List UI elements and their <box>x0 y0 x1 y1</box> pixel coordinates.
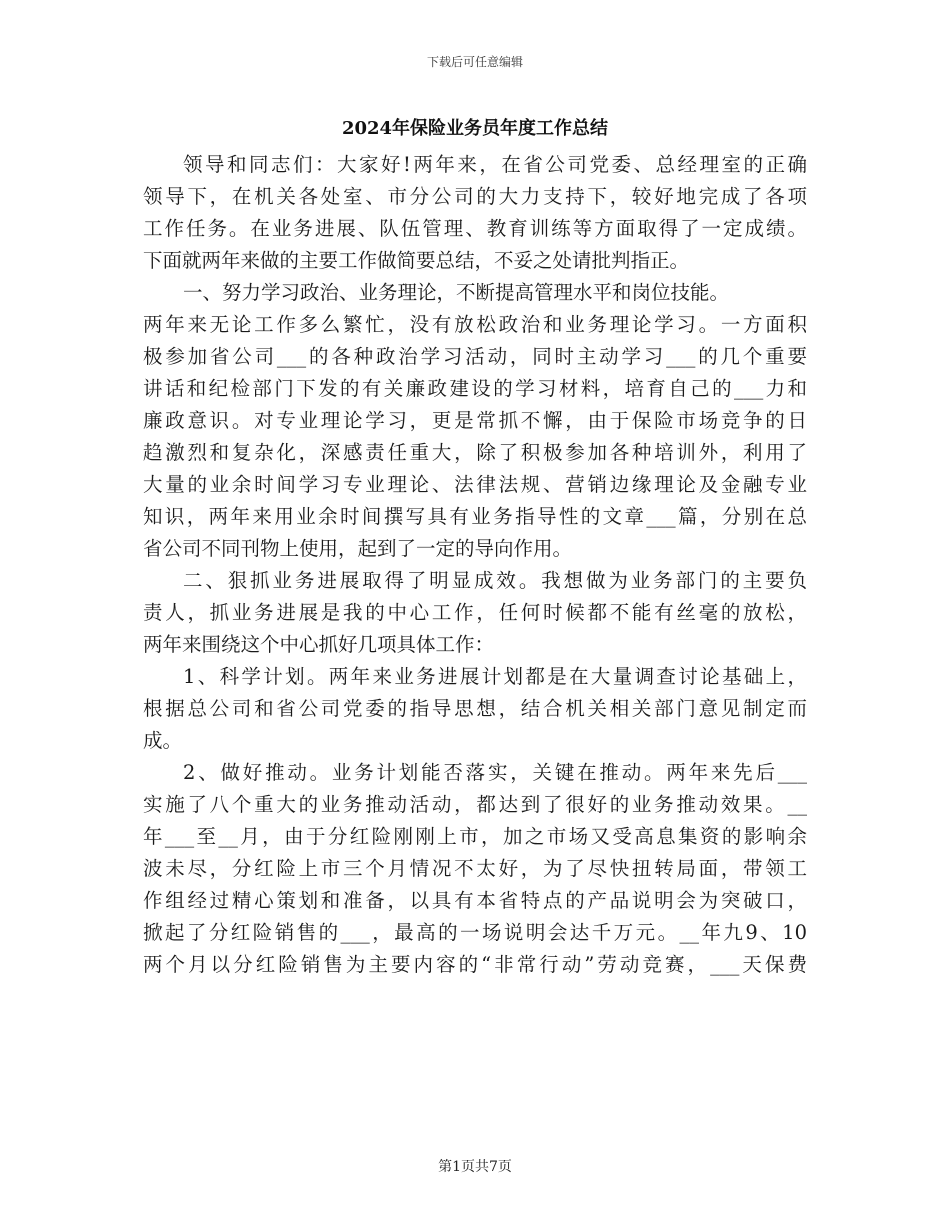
body-line: 实施了八个重大的业务推动活动，都达到了很好的业务推动效果。__ <box>143 793 807 816</box>
body-line: 波未尽，分红险上市三个月情况不太好，为了尽快扭转局面，带领工 <box>143 857 807 880</box>
body-line: 领导下，在机关各处室、市分公司的大力支持下，较好地完成了各项 <box>143 185 807 208</box>
body-line: 领导和同志们：大家好!两年来，在省公司党委、总经理室的正确 <box>183 153 807 176</box>
body-line: 知识，两年来用业余时间撰写具有业务指导性的文章___篇，分别在总 <box>143 505 807 528</box>
body-line: 趋激烈和复杂化，深感责任重大，除了积极参加各种培训外，利用了 <box>143 441 807 464</box>
page-number-footer: 第1页共7页 <box>438 1159 512 1175</box>
body-line: 作组经过精心策划和准备，以具有本省特点的产品说明会为突破口， <box>143 889 807 912</box>
body-line: 责人，抓业务进展是我的中心工作，任何时候都不能有丝毫的放松， <box>143 601 807 624</box>
body-line: 两年来围绕这个中心抓好几项具体工作： <box>143 633 495 656</box>
body-line: 二、狠抓业务进展取得了明显成效。我想做为业务部门的主要负 <box>183 569 807 592</box>
body-line: 2、做好推动。业务计划能否落实，关键在推动。两年来先后___ <box>183 761 807 784</box>
body-line: 省公司不同刊物上使用，起到了一定的导向作用。 <box>143 537 573 560</box>
body-line: 年___至__月，由于分红险刚刚上市，加之市场又受高息集资的影响余 <box>143 825 807 848</box>
body-line: 根据总公司和省公司党委的指导思想，结合机关相关部门意见制定而 <box>143 697 807 720</box>
body-line: 下面就两年来做的主要工作做简要总结，不妥之处请批判指正。 <box>143 249 690 272</box>
document-body <box>143 149 807 981</box>
body-line: 廉政意识。对专业理论学习，更是常抓不懈，由于保险市场竞争的日 <box>143 409 807 432</box>
body-line: 两个月以分红险销售为主要内容的“非常行动”劳动竞赛，___天保费 <box>143 953 807 976</box>
page-header-note: 下载后可任意编辑 <box>426 55 523 69</box>
body-line: 工作任务。在业务进展、队伍管理、教育训练等方面取得了一定成绩。 <box>143 217 807 240</box>
body-line: 一、努力学习政治、业务理论，不断提高管理水平和岗位技能。 <box>183 281 730 304</box>
body-line: 大量的业余时间学习专业理论、法律法规、营销边缘理论及金融专业 <box>143 473 807 496</box>
body-line: 掀起了分红险销售的___，最高的一场说明会达千万元。__年九9、10 <box>143 921 807 944</box>
body-line: 两年来无论工作多么繁忙，没有放松政治和业务理论学习。一方面积 <box>143 313 807 336</box>
body-line: 讲话和纪检部门下发的有关廉政建设的学习材料，培育自己的___力和 <box>143 377 807 400</box>
body-line: 极参加省公司___的各种政治学习活动，同时主动学习___的几个重要 <box>143 345 807 368</box>
body-line: 1、科学计划。两年来业务进展计划都是在大量调查讨论基础上， <box>183 665 807 688</box>
document-title: 2024年保险业务员年度工作总结 <box>341 118 609 139</box>
body-line: 成。 <box>143 729 183 752</box>
